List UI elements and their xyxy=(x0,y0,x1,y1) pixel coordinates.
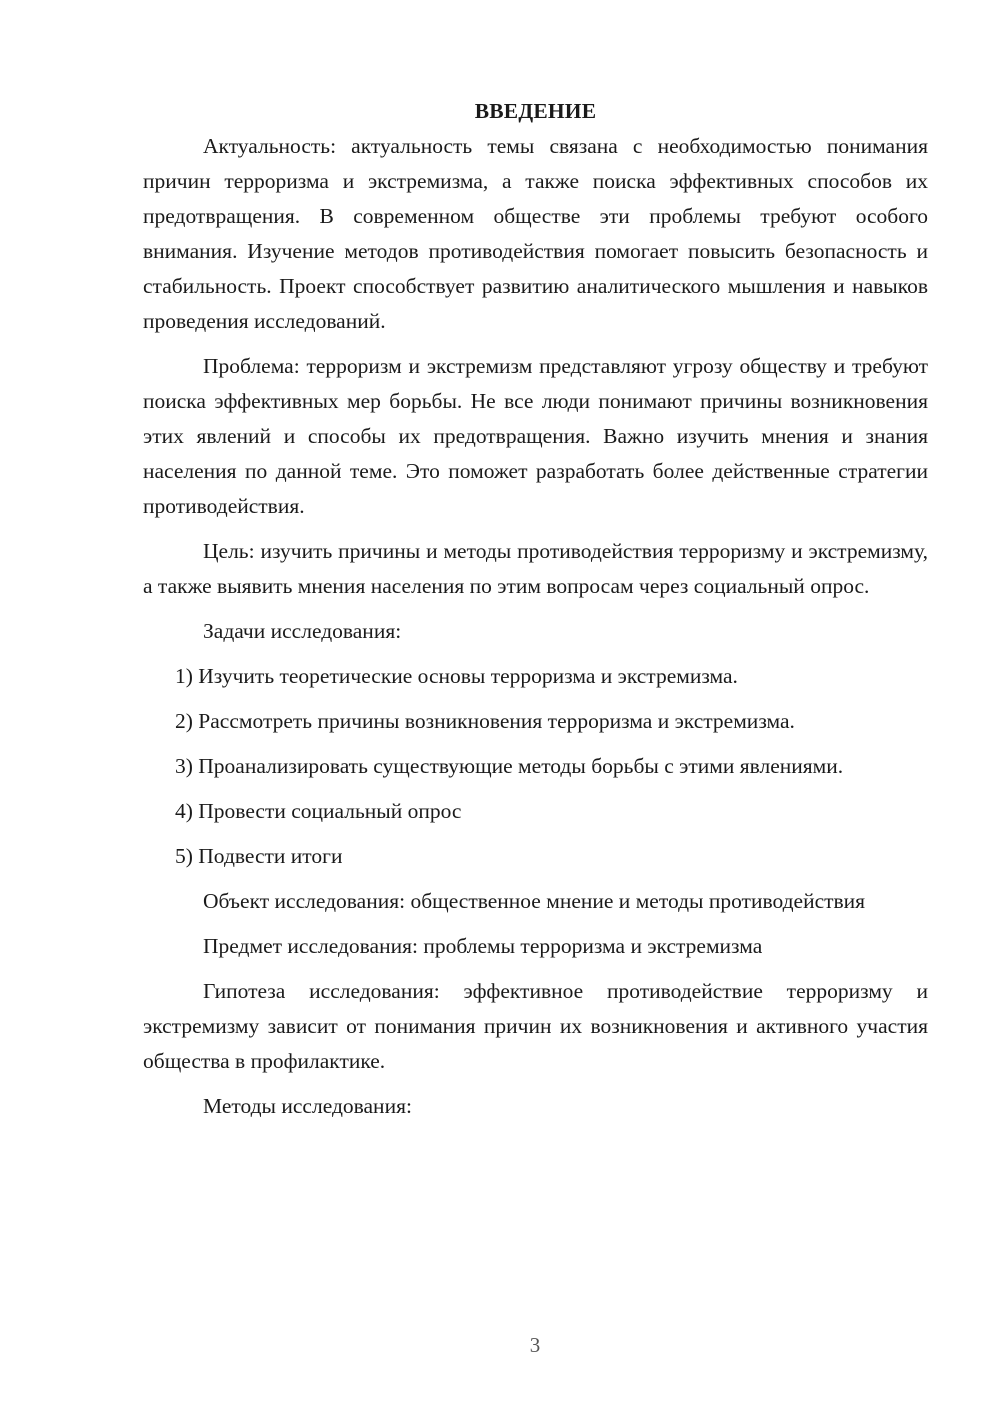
task-item: 5) Подвести итоги xyxy=(175,844,343,868)
object-paragraph: Объект исследования: общественное мнение и методы противодействия xyxy=(203,889,866,913)
section-title: ВВЕДЕНИЕ xyxy=(474,99,597,123)
methods-paragraph: Методы исследования: xyxy=(203,1094,412,1118)
task-item: 2) Рассмотреть причины возникновения терроризма и экстремизма. xyxy=(175,709,795,733)
goal-paragraph: Цель: изучить причины и методы противодействия терроризму и экстремизму, а также выявить мнения населения по этим вопросам через социальный опрос. xyxy=(143,539,928,598)
hypothesis-paragraph: Гипотеза исследования: эффективное противодействие терроризму и экстремизму зависит от понимания причин их возникновения и активного участия общества в профилактике. xyxy=(143,979,928,1073)
page-number: 3 xyxy=(529,1333,541,1357)
task-item: 1) Изучить теоретические основы терроризма и экстремизма. xyxy=(175,664,738,688)
document-page xyxy=(143,94,928,1134)
subject-paragraph: Предмет исследования: проблемы терроризма и экстремизма xyxy=(203,934,763,958)
tasks-heading: Задачи исследования: xyxy=(203,619,402,643)
task-item: 3) Проанализировать существующие методы борьбы с этими явлениями. xyxy=(175,754,844,778)
task-item: 4) Провести социальный опрос xyxy=(175,799,462,823)
problem-paragraph: Проблема: терроризм и экстремизм представляют угрозу обществу и требуют поиска эффективных мер борьбы. Не все люди понимают причины возникновения этих явлений и способы их предотвращения. Важно изучить мнения и знания населения по данной теме. Это поможет разработать более действенные стратегии противодействия. xyxy=(143,354,928,518)
relevance-paragraph: Актуальность: актуальность темы связана с необходимостью понимания причин терроризма и экстремизма, а также поиска эффективных способов их предотвращения. В современном обществе эти проблемы требуют особого внимания. Изучение методов противодействия помогает повысить безопасность и стабильность. Проект способствует развитию аналитического мышления и навыков проведения исследований. xyxy=(143,134,928,333)
